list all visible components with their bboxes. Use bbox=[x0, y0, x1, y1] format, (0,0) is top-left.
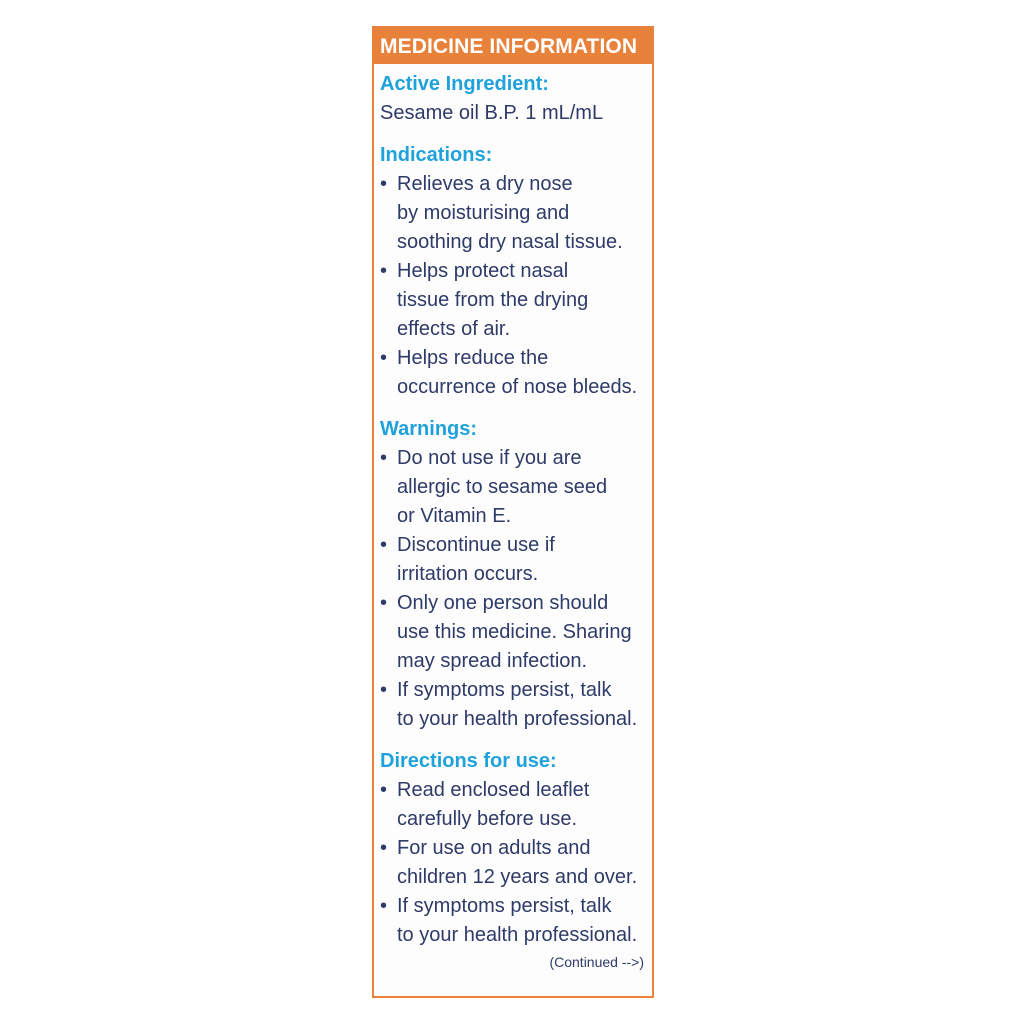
active-ingredient-value: Sesame oil B.P. 1 mL/mL bbox=[380, 102, 604, 124]
list-item: • Discontinue use if irritation occurs. bbox=[380, 531, 652, 589]
indications-heading: Indications: bbox=[380, 144, 493, 166]
warnings-list bbox=[380, 444, 652, 734]
indications-section bbox=[380, 141, 652, 402]
list-item: • Helps protect nasal tissue from the drying effects of air. bbox=[380, 257, 652, 344]
list-item: • Read enclosed leaflet carefully before use. bbox=[380, 776, 652, 834]
directions-heading: Directions for use: bbox=[380, 750, 557, 772]
medicine-information-panel bbox=[372, 26, 654, 998]
indications-list bbox=[380, 170, 652, 402]
active-ingredient-section bbox=[380, 70, 652, 128]
warnings-heading: Warnings: bbox=[380, 418, 478, 440]
panel-body bbox=[374, 64, 652, 972]
panel-title: MEDICINE INFORMATION bbox=[374, 28, 652, 64]
warnings-section bbox=[380, 415, 652, 734]
directions-list bbox=[380, 776, 652, 950]
list-item: • If symptoms persist, talk to your health professional. bbox=[380, 676, 652, 734]
list-item: • Helps reduce the occurrence of nose bleeds. bbox=[380, 344, 652, 402]
directions-section bbox=[380, 747, 652, 950]
list-item: • Do not use if you are allergic to sesame seed or Vitamin E. bbox=[380, 444, 652, 531]
list-item: • Relieves a dry nose by moisturising and soothing dry nasal tissue. bbox=[380, 170, 652, 257]
list-item: • For use on adults and children 12 years and over. bbox=[380, 834, 652, 892]
active-ingredient-heading: Active Ingredient: bbox=[380, 73, 549, 95]
continued-note: (Continued -->) bbox=[549, 954, 644, 970]
list-item: • If symptoms persist, talk to your health professional. bbox=[380, 892, 652, 950]
list-item: • Only one person should use this medicine. Sharing may spread infection. bbox=[380, 589, 652, 676]
